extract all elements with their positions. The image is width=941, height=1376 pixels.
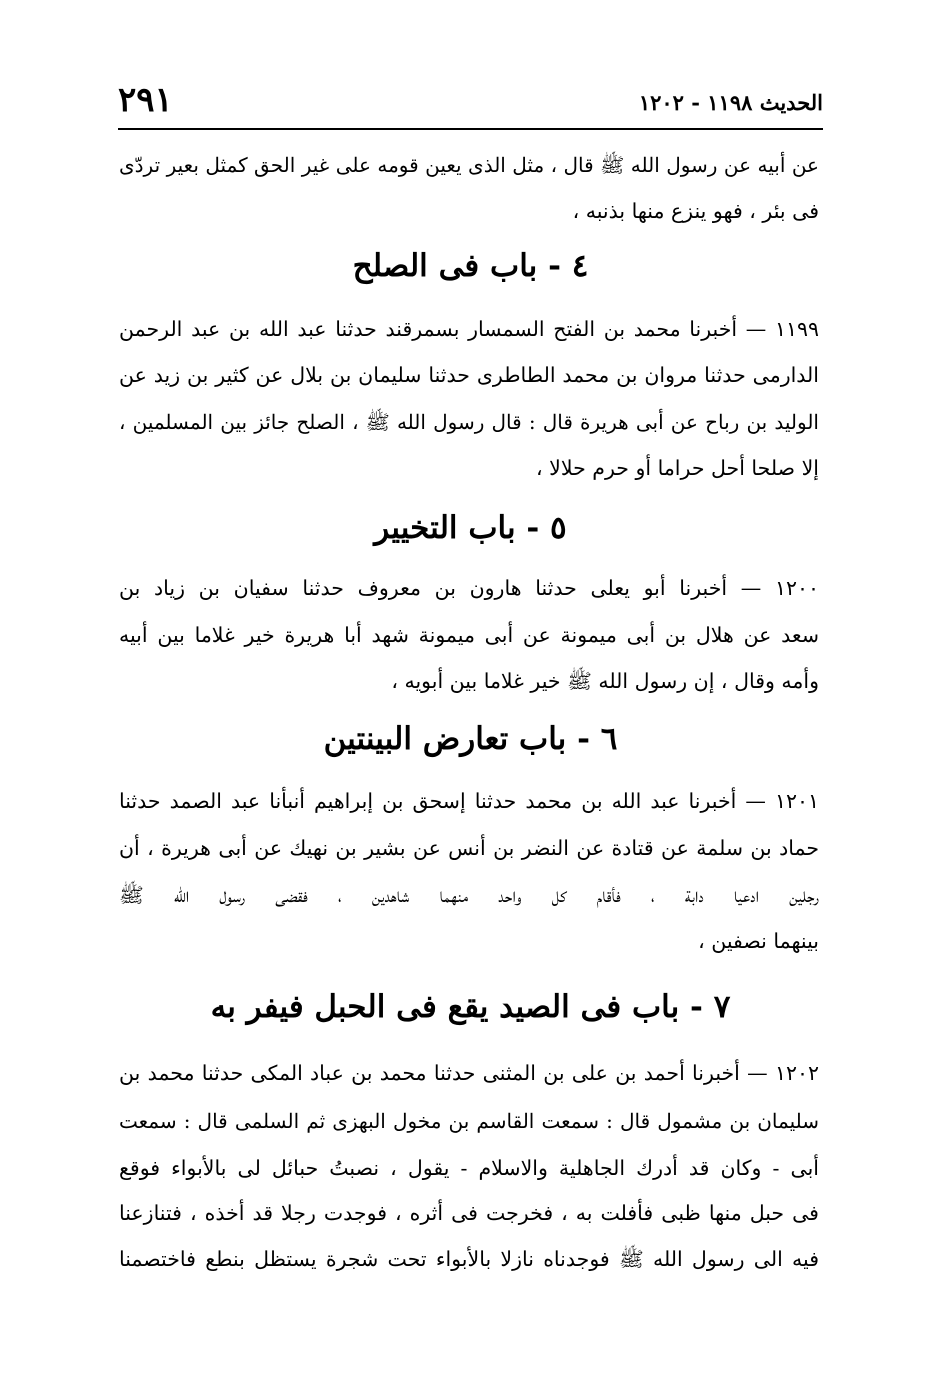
running-header xyxy=(118,78,823,124)
text-line: الوليد بن رباح عن أبى هريرة قال : قال رسول الله ﷺ ، الصلح جائز بين المسلمين ، xyxy=(119,410,819,434)
text-line: سليمان بن مشمول قال : سمعت القاسم بن مخول البهزى ثم السلمى قال : سمعت xyxy=(119,1109,819,1133)
text-line: ١٢٠٢ — أخبرنا أحمد بن على بن المثنى حدثنا محمد بن عباد المكى حدثنا محمد بن xyxy=(119,1061,819,1085)
text-line: فى بئر ، فهو ينزع منها بذنبه ، xyxy=(572,199,819,223)
chapter-heading: ٦ - باب تعارض البينتين xyxy=(323,721,618,757)
text-line: عن أبيه عن رسول الله ﷺ قال ، مثل الذى يعين قومه على غير الحق كمثل بعير تردّى xyxy=(119,153,819,177)
text-line: ١١٩٩ — أخبرنا محمد بن الفتح السمسار بسمرقند حدثنا عبد الله بن عبد الرحمن xyxy=(119,317,819,341)
chapter-heading: ٧ - باب فى الصيد يقع فى الحبل فيفر به xyxy=(210,989,731,1025)
chapter-heading: ٤ - باب فى الصلح xyxy=(352,248,589,284)
text-line: إلا صلحا أحل حراما أو حرم حلالا ، xyxy=(536,456,819,480)
text-line: بينهما نصفين ، xyxy=(698,929,819,953)
text-line: فى حبل منها ظبى فأفلت به ، فخرجت فى أثره ، فوجدت رجلا قد أخذه ، فتنازعنا xyxy=(119,1201,819,1225)
text-line: فيه الى رسول الله ﷺ فوجدناه نازلا بالأبواء تحت شجرة يستظل بنطع فاختصمنا xyxy=(119,1247,819,1271)
text-line: أبى - وكان قد أدرك الجاهلية والاسلام - يقول ، نصبتُ حبائل لى بالأبواء فوقع xyxy=(119,1156,819,1180)
running-title: الحديث ١١٩٨ - ١٢٠٢ xyxy=(638,90,823,115)
text-line: ١٢٠١ — أخبرنا عبد الله بن محمد حدثنا إسحق بن إبراهيم أنبأنا عبد الصمد حدثنا xyxy=(119,789,819,813)
text-line: رجلين ادعيا دابة ، فأقام كل واحد منهما شاهدين ، فقضى رسول الله ﷺ xyxy=(119,883,819,907)
chapter-heading: ٥ - باب التخيير xyxy=(374,510,567,546)
page-number: ٢٩١ xyxy=(118,80,173,120)
header-rule xyxy=(118,128,823,130)
text-line: ١٢٠٠ — أخبرنا أبو يعلى حدثنا هارون بن معروف حدثنا سفيان بن زياد بن xyxy=(119,576,819,600)
text-line: سعد عن هلال بن أبى ميمونة عن أبى ميمونة شهد أبا هريرة خير غلاما بين أبيه xyxy=(119,623,819,647)
text-line: وأمه وقال ، إن رسول الله ﷺ خير غلاما بين أبويه ، xyxy=(391,669,819,693)
text-line: حماد بن سلمة عن قتادة عن النضر بن أنس عن بشير بن نهيك عن أبى هريرة ، أن xyxy=(119,836,819,860)
text-line: الدارمى حدثنا مروان بن محمد الطاطرى حدثنا سليمان بن بلال عن كثير بن زيد عن xyxy=(119,363,819,387)
